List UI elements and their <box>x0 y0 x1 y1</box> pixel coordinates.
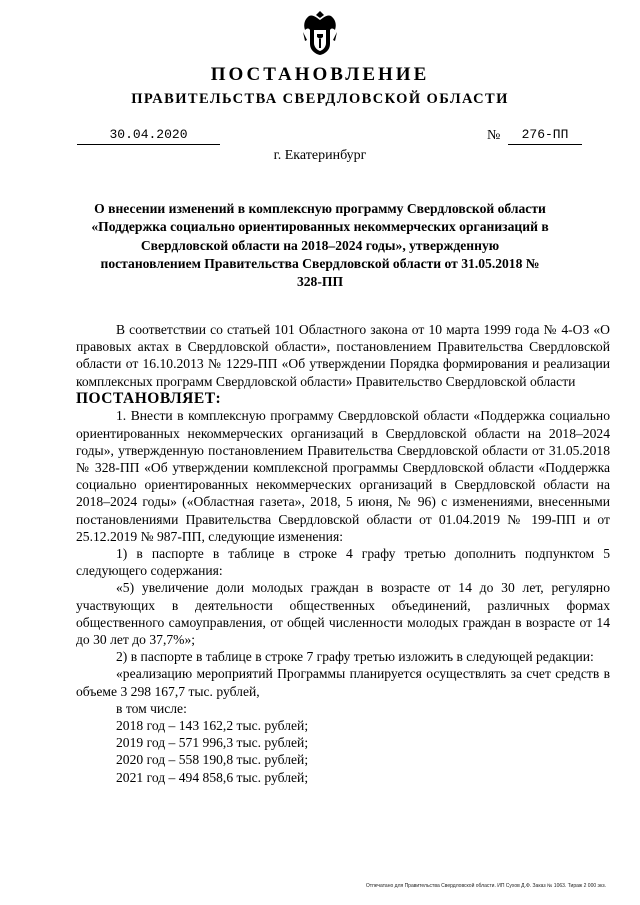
subitem-2-paragraph: 2) в паспорте в таблице в строке 7 графу третью изложить в следующей редакции: <box>116 649 594 665</box>
subitem-1-paragraph: 1) в паспорте в таблице в строке 4 графу третью дополнить подпунктом 5 следующего содержания: <box>76 545 610 579</box>
print-imprint: Отпечатано для Правительства Свердловской области. ИП Сухов Д.Ф. Заказ № 1063. Тираж 2 000 экз. <box>365 883 606 889</box>
document-body <box>76 321 610 786</box>
subitem-1-text: «5) увеличение доли молодых граждан в возрасте от 14 до 30 лет, регулярно участвующих в деятельности общественных объединений, различных формах общественного самоуправления, от общей численности молодых граждан в возрасте от 14 до 30 лет до 37,7%»; <box>76 580 610 647</box>
funding-by-year-list <box>76 717 610 786</box>
list-item: 2019 год – 571 996,3 тыс. рублей; <box>116 735 309 751</box>
document-date: 30.04.2020 <box>77 127 220 145</box>
document-title: О внесении изменений в комплексную программу Свердловской области «Поддержка социально ориентированных некоммерческих организаций в Свердловской области на 2018–2024 годы», утвержденную постановлением Правительства Свердловской области от 31.05.2018 № 328-ПП <box>91 201 549 290</box>
list-item: 2018 год – 143 162,2 тыс. рублей; <box>116 717 309 733</box>
list-item: 2020 год – 558 190,8 тыс. рублей; <box>116 752 309 768</box>
subitem-2-text: «реализацию мероприятий Программы планируется осуществлять за счет средств в объеме 3 298 167,7 тыс. рублей, <box>76 666 610 699</box>
list-item: 2021 год – 494 858,6 тыс. рублей; <box>116 769 309 785</box>
issuer-title: ПРАВИТЕЛЬСТВА СВЕРДЛОВСКОЙ ОБЛАСТИ <box>131 91 509 107</box>
city: г. Екатеринбург <box>273 148 367 163</box>
resolve-heading: ПОСТАНОВЛЯЕТ: <box>76 389 222 407</box>
preamble-paragraph: В соответствии со статьей 101 Областного закона от 10 марта 1999 года № 4-ОЗ «О правовых актах в Свердловской области», постановлением Правительства Свердловской области от 16.10.2013 № 1229-ПП «Об утверждении Порядка формирования и реализации комплексных программ Свердловской области» Правительство Свердловской области <box>76 322 610 389</box>
coat-of-arms-icon <box>301 10 339 56</box>
number-label: № <box>487 128 501 143</box>
document-number: 276-ПП <box>508 127 582 145</box>
item-1-paragraph: 1. Внести в комплексную программу Свердловской области «Поддержка социально ориентированных некоммерческих организаций в Свердловской области на 2018–2024 годы», утвержденную постановлением Правительства Свердловской области от 31.05.2018 № 328-ПП «Об утверждении комплексной программы Свердловской области «Поддержка социально ориентированных некоммерческих организаций в Свердловской области на 2018–2024 годы» («Областная газета», 2018, 5 июня, № 96) с изменениями, внесенными постановлениями Правительства Свердловской области от 01.04.2019 № 199-ПП и от 25.12.2019 № 987-ПП, следующие изменения: <box>76 408 610 544</box>
document-type-title: ПОСТАНОВЛЕНИЕ <box>210 64 430 85</box>
including-line: в том числе: <box>116 700 187 716</box>
